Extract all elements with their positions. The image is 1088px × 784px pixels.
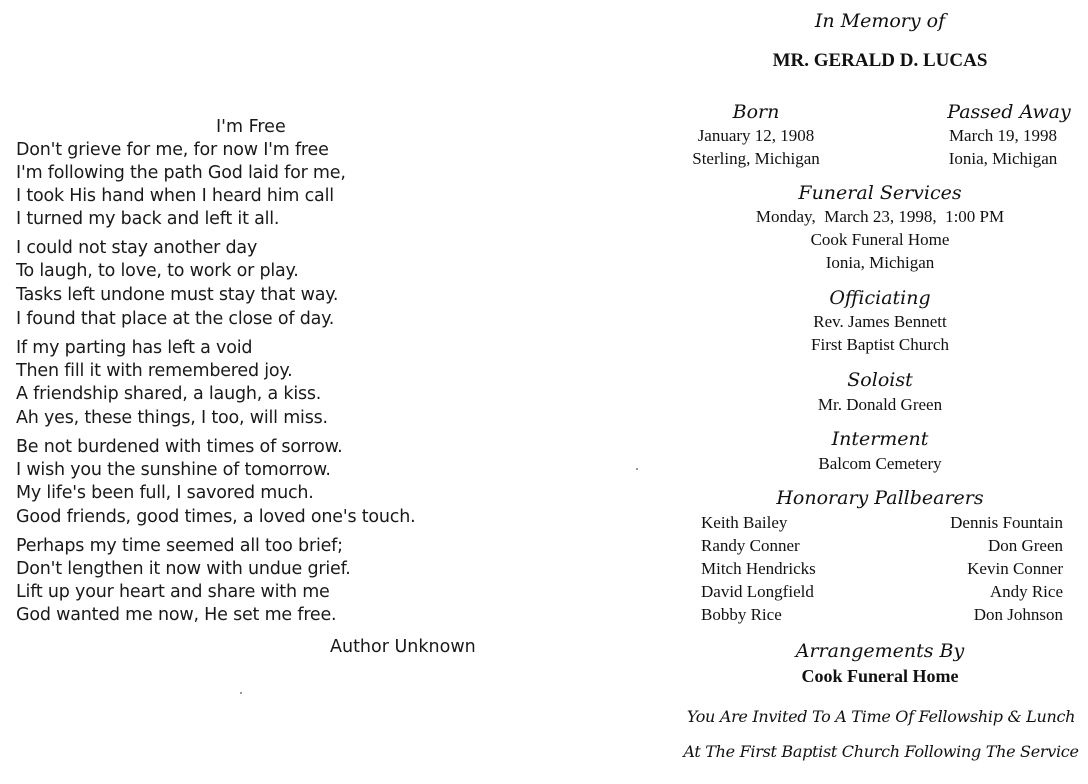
scan-speck (240, 692, 242, 694)
pallbearer-right: Don Green (987, 536, 1063, 555)
invitation-line-1: You Are Invited To A Time Of Fellowship & Lunch (686, 707, 1076, 726)
in-memory-heading: In Memory of (814, 10, 946, 32)
pallbearer-left: Keith Bailey (701, 513, 788, 532)
passed-date: March 19, 1998 (948, 126, 1058, 145)
poem-line: I found that place at the close of day. (16, 309, 335, 329)
officiating-heading: Officiating (829, 287, 931, 309)
poem-line: If my parting has left a void (16, 338, 253, 358)
officiant: Rev. James Bennett (813, 312, 947, 331)
poem-line: I wish you the sunshine of tomorrow. (16, 460, 331, 480)
poem-line: Be not burdened with times of sorrow. (16, 437, 343, 457)
poem-line: I could not stay another day (16, 238, 258, 258)
funeral-location: Cook Funeral Home (810, 230, 950, 249)
poem-line: Good friends, good times, a loved one's touch. (16, 507, 416, 527)
born-date: January 12, 1908 (697, 126, 815, 145)
poem-line: A friendship shared, a laugh, a kiss. (16, 384, 322, 404)
pallbearer-left: Randy Conner (701, 536, 800, 555)
pallbearer-right: Andy Rice (989, 582, 1063, 601)
soloist: Mr. Donald Green (817, 395, 943, 414)
interment-heading: Interment (831, 428, 929, 450)
pallbearers-heading: Honorary Pallbearers (776, 487, 984, 509)
passed-place: Ionia, Michigan (948, 149, 1058, 168)
pallbearer-right: Dennis Fountain (950, 513, 1063, 532)
invitation-line-2: At The First Baptist Church Following The Service (683, 742, 1079, 761)
poem-line: Don't grieve for me, for now I'm free (16, 140, 329, 160)
deceased-name: MR. GERALD D. LUCAS (772, 50, 988, 71)
poem-line: God wanted me now, He set me free. (16, 605, 337, 625)
funeral-city: Ionia, Michigan (825, 253, 935, 272)
born-heading: Born (732, 101, 780, 123)
pallbearer-right: Don Johnson (973, 605, 1063, 624)
pallbearer-left: Mitch Hendricks (701, 559, 816, 578)
arrangements-name: Cook Funeral Home (801, 666, 959, 686)
poem-line: Perhaps my time seemed all too brief; (16, 536, 343, 556)
poem-line: Ah yes, these things, I too, will miss. (16, 408, 328, 428)
officiant-church: First Baptist Church (811, 335, 949, 354)
arrangements-heading: Arrangements By (795, 640, 965, 662)
poem-line: To laugh, to love, to work or play. (16, 261, 299, 281)
poem-line: Lift up your heart and share with me (16, 582, 330, 602)
pallbearer-right: Kevin Conner (967, 559, 1063, 578)
born-place: Sterling, Michigan (692, 149, 820, 168)
poem-line: I turned my back and left it all. (16, 209, 280, 229)
poem-title: I'm Free (216, 117, 286, 137)
pallbearer-left: David Longfield (701, 582, 814, 601)
poem-line: My life's been full, I savored much. (16, 483, 314, 503)
passed-heading: Passed Away (947, 101, 1071, 123)
poem-line: I'm following the path God laid for me, (16, 163, 346, 183)
poem-line: Then fill it with remembered joy. (16, 361, 293, 381)
funeral-heading: Funeral Services (798, 182, 962, 204)
soloist-heading: Soloist (847, 369, 913, 391)
funeral-datetime: Monday, March 23, 1998, 1:00 PM (755, 207, 1005, 226)
pallbearer-left: Bobby Rice (701, 605, 782, 624)
poem-line: I took His hand when I heard him call (16, 186, 334, 206)
poem-author: Author Unknown (330, 637, 476, 657)
scan-speck (636, 468, 638, 470)
poem-line: Tasks left undone must stay that way. (16, 285, 339, 305)
cemetery: Balcom Cemetery (818, 454, 942, 473)
poem-line: Don't lengthen it now with undue grief. (16, 559, 351, 579)
